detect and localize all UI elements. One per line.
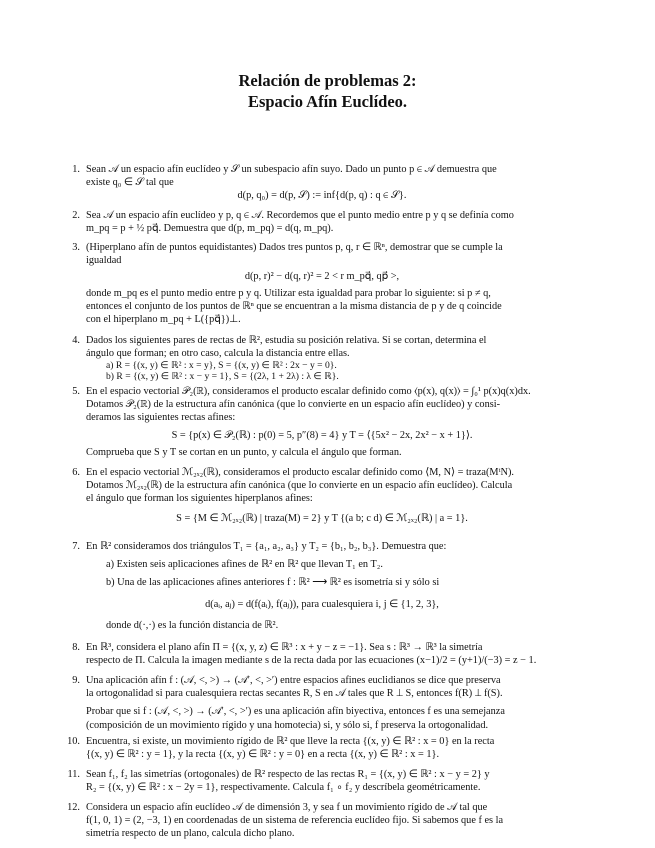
display-equation: d(aᵢ, aⱼ) = d(f(aᵢ), f(aⱼ)), para cualesquiera i, j ∈ {1, 2, 3},	[205, 598, 439, 610]
problem-text: (composición de un movimiento rígido y una homotecia) si, y sólo si, f preserva la ortogonalidad.	[86, 719, 489, 731]
problem-text: R₂ = {(x, y) ∈ ℝ² : x − 2y = 1}, respectivamente. Calcula f₁ ∘ f₂ y descríbela geométricamente.	[86, 782, 481, 794]
problem-text: Considera un espacio afín euclídeo 𝒜 de dimensión 3, y sea f un movimiento rígido de 𝒜 tal que	[86, 802, 488, 813]
problem-text: (Hiperplano afín de puntos equidistantes) Dados tres puntos p, q, r ∈ ℝⁿ, demostrar que se cumple la	[86, 242, 503, 253]
problem-11	[67, 768, 558, 794]
problem-text: En el espacio vectorial 𝒫₂(ℝ), consideramos el producto escalar definido como ⟨p(x), q(x)⟩ = ∫₀¹ p(x)q(x)dx.	[86, 386, 531, 397]
problem-text: respecto de Π. Calcula la imagen mediante s de la recta dada por las ecuaciones (x−1)/2 = (y+1)/(−3) = z − 1.	[86, 655, 537, 667]
subitem-b: b) Una de las aplicaciones afines anteriores f : ℝ² ⟶ ℝ² es isometría si y sólo si	[106, 577, 440, 589]
problem-10	[67, 735, 558, 761]
problem-number: 2.	[72, 210, 80, 221]
problem-number: 4.	[72, 335, 80, 346]
problem-text: entonces el conjunto de los puntos de ℝⁿ que se encuentran a la misma distancia de p y de q coincide	[86, 300, 502, 312]
document-title: Relación de problemas 2:	[238, 71, 417, 90]
problem-number: 11.	[67, 769, 80, 780]
subitem-a: a) R = {(x, y) ∈ ℝ² : x = y}, S = {(x, y) ∈ ℝ² : 2x − y = 0}.	[106, 360, 337, 372]
problem-8	[72, 641, 558, 667]
problem-text: Encuentra, si existe, un movimiento rígido de ℝ² que lleve la recta {(x, y) ∈ ℝ² : x = 0} en la recta	[86, 736, 495, 747]
problem-9	[72, 674, 558, 732]
problem-text: simetría respecto de un plano, calcula dicho plano.	[86, 828, 295, 840]
problem-text: Dados los siguientes pares de rectas de ℝ², estudia su posición relativa. Si se cortan, determina el	[86, 335, 487, 346]
document-subtitle: Espacio Afín Euclídeo.	[247, 92, 408, 111]
problem-number: 7.	[72, 541, 80, 552]
problem-3	[72, 241, 558, 326]
subitem-b: b) R = {(x, y) ∈ ℝ² : x − y = 1}, S = {(2λ, 1 + 2λ) : λ ∈ ℝ}.	[106, 371, 339, 383]
problem-6	[72, 466, 558, 531]
problem-text: Comprueba que S y T se cortan en un punto, y calcula el ángulo que forman.	[86, 446, 402, 458]
display-equation: S = {p(x) ∈ 𝒫₂(ℝ) : p(0) = 5, p″(8) = 4} y T = ⟨{5x² − 2x, 2x² − x + 1}⟩.	[171, 429, 473, 441]
problem-number: 5.	[72, 386, 80, 397]
problem-text: con el hiperplano m_pq + L({pq⃗})⊥.	[86, 314, 241, 326]
problem-text: ángulo que forman; en otro caso, calcula la distancia entre ellas.	[86, 348, 350, 360]
problem-text: m_pq = p + ½ pq⃗. Demuestra que d(p, m_pq) = d(q, m_pq).	[86, 223, 334, 235]
problem-number: 6.	[72, 467, 80, 478]
display-equation: d(p, r)² − d(q, r)² = 2 < r m_pq⃗, qp⃗ >,	[244, 271, 400, 283]
display-equation: d(p, q₀) = d(p, 𝒮) := inf{d(p, q) : q ∈ 𝒮}.	[237, 190, 407, 202]
problem-number: 10.	[67, 736, 80, 747]
problem-text: donde m_pq es el punto medio entre p y q. Utilizar esta igualdad para probar lo siguiente: si p ≠ q,	[86, 287, 491, 299]
problem-text: f(1, 0, 1) = (2, −3, 1) en coordenadas de un sistema de referencia euclídeo fijo. Si sabemos que f es la	[86, 815, 504, 827]
problem-text: Dotamos ℳ₂ₓ₂(ℝ) de la estructura afín canónica (que lo convierte en un espacio afín euclídeo). Calcula	[86, 480, 513, 492]
problem-number: 3.	[72, 242, 80, 253]
problem-text: igualdad	[86, 255, 122, 267]
problem-number: 1.	[72, 164, 80, 175]
problem-5	[72, 385, 558, 459]
problem-text: Sean 𝒜 un espacio afín euclídeo y 𝒮 un subespacio afín suyo. Dado un punto p ∈ 𝒜 demuestra que	[86, 164, 497, 175]
problem-text: Sea 𝒜 un espacio afín euclídeo y p, q ∈ 𝒜. Recordemos que el punto medio entre p y q se definía como	[86, 210, 514, 221]
problem-text: {(x, y) ∈ ℝ² : y = 1}, y la recta {(x, y) ∈ ℝ² : y = 0} en a recta {(x, y) ∈ ℝ² : x = 1}.	[86, 749, 440, 761]
problem-text: En el espacio vectorial ℳ₂ₓ₂(ℝ), consideramos el producto escalar definido como ⟨M, N⟩ = traza(MᵗN).	[86, 467, 514, 478]
problem-number: 8.	[72, 642, 80, 653]
problem-7	[72, 540, 558, 632]
problem-12	[67, 801, 558, 841]
problem-text: deramos las siguientes rectas afines:	[86, 412, 236, 424]
problem-text: Una aplicación afín f : (𝒜, <, >) → (𝒜′, <, >′) entre espacios afines euclidianos se dice que preserva	[86, 675, 501, 686]
problem-number: 12.	[67, 802, 80, 813]
problem-1	[72, 163, 558, 203]
problem-text: donde d(·,·) es la función distancia de ℝ².	[106, 619, 279, 631]
problem-text: Probar que si f : (𝒜, <, >) → (𝒜′, <, >′) es una aplicación afín biyectiva, entonces f es una semejanza	[86, 706, 505, 718]
problem-number: 9.	[72, 675, 80, 686]
problem-4	[72, 334, 558, 383]
subitem-a: a) Existen seis aplicaciones afines de ℝ² en ℝ² que llevan T₁ en T₂.	[106, 559, 383, 571]
problem-text: Dotamos 𝒫₂(ℝ) de la estructura afín canónica (que lo convierte en un espacio afín euclídeo) y consi-	[86, 399, 501, 411]
problem-text: En ℝ³, considera el plano afín Π = {(x, y, z) ∈ ℝ³ : x + y − z = −1}. Sea s : ℝ³ → ℝ³ la simetría	[86, 642, 483, 653]
display-equation: S = {M ∈ ℳ₂ₓ₂(ℝ) | traza(M) = 2} y T {(a b; c d) ∈ ℳ₂ₓ₂(ℝ) | a = 1}.	[176, 512, 468, 524]
problem-text: En ℝ² consideramos dos triángulos T₁ = {a₁, a₂, a₃} y T₂ = {b₁, b₂, b₃}. Demuestra que:	[86, 541, 447, 552]
problem-text: Sean f₁, f₂ las simetrías (ortogonales) de ℝ² respecto de las rectas R₁ = {(x, y) ∈ ℝ² : x − y = 2} y	[86, 769, 490, 780]
problem-text: existe q₀ ∈ 𝒮 tal que	[86, 177, 174, 189]
problem-text: el ángulo que forman los siguientes hiperplanos afines:	[86, 493, 313, 505]
problem-2	[72, 209, 558, 235]
problem-text: la ortogonalidad si para cualesquiera rectas secantes R, S en 𝒜 tales que R ⊥ S, entonces f(R) ⊥ f(S).	[86, 688, 503, 700]
